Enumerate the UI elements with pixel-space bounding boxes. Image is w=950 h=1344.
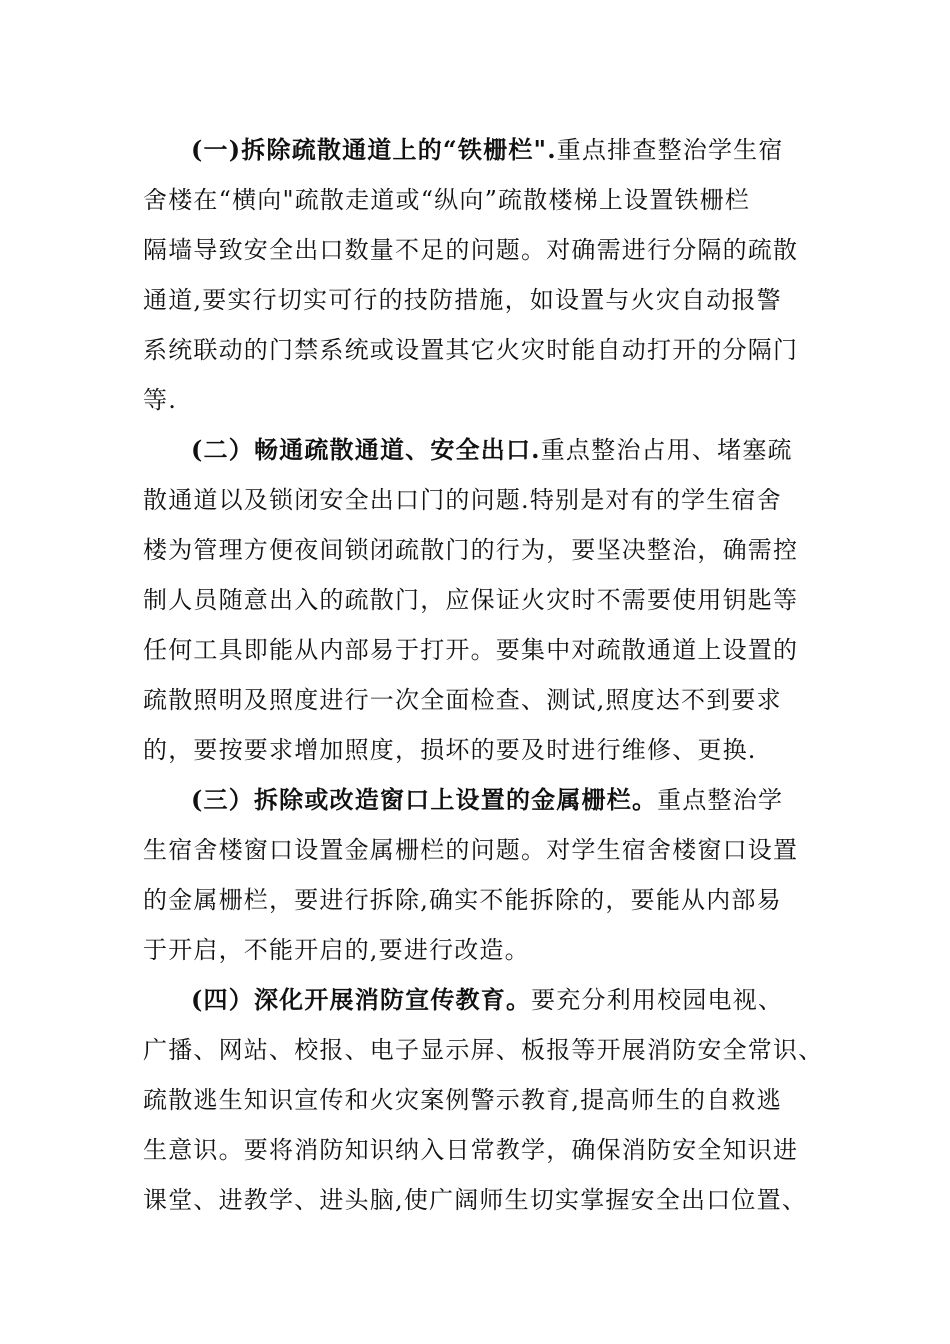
- paragraph-3-heading: (三）拆除或改造窗口上设置的金属栅栏。: [191, 785, 658, 814]
- paragraph-2-line-1: [143, 425, 813, 475]
- paragraph-1-text: 重点排查整治学生宿: [556, 136, 784, 164]
- paragraph-3-line-2: 生宿舍楼窗口设置金属栅栏的问题。对学生宿舍楼窗口设置: [143, 836, 799, 864]
- paragraph-4-text: 要充分利用校园电视、: [531, 986, 784, 1014]
- document-body: [143, 125, 824, 1225]
- paragraph-4-line-1: [143, 975, 813, 1025]
- paragraph-4-line-5: 课堂、进教学、进头脑,使广阔师生切实掌握安全出口位置、: [143, 1186, 808, 1214]
- paragraph-3-text: 重点整治学: [657, 786, 784, 814]
- paragraph-3-line-3: 的金属栅栏，要进行拆除,确实不能拆除的，要能从内部易: [143, 886, 782, 914]
- paragraph-1-line-3: 隔墙导致安全出口数量不足的问题。对确需进行分隔的疏散: [143, 236, 799, 264]
- paragraph-3-line-1: [143, 775, 813, 825]
- paragraph-2-line-3: 楼为管理方便夜间锁闭疏散门的行为，要坚决整治，确需控: [143, 536, 799, 564]
- paragraph-1-line-4: 通道,要实行切实可行的技防措施，如设置与火灾自动报警: [143, 286, 782, 314]
- paragraph-4-line-4: 生意识。要将消防知识纳入日常教学，确保消防安全知识进: [143, 1136, 799, 1164]
- paragraph-2-line-7: 的，要按要求增加照度，损坏的要及时进行维修、更换.: [143, 736, 757, 764]
- paragraph-1-line-5: 系统联动的门禁系统或设置其它火灾时能自动打开的分隔门: [143, 336, 799, 364]
- paragraph-1-line-2: 舍楼在“横向"疏散走道或“纵向”疏散楼梯上设置铁栅栏: [143, 186, 751, 214]
- paragraph-1-heading: (一)拆除疏散通道上的“铁栅栏".: [191, 135, 557, 164]
- paragraph-2-line-4: 制人员随意出入的疏散门，应保证火灾时不需要使用钥匙等: [143, 586, 799, 614]
- paragraph-2-line-6: 疏散照明及照度进行一次全面检查、测试,照度达不到要求: [143, 686, 782, 714]
- paragraph-4-line-3: 疏散逃生知识宣传和火灾案例警示教育,提高师生的自救逃: [143, 1086, 782, 1114]
- paragraph-2-heading: (二）畅通疏散通道、安全出口.: [191, 435, 541, 464]
- paragraph-2-line-2: 散通道以及锁闭安全出口门的问题.特别是对有的学生宿舍: [143, 486, 782, 514]
- paragraph-2-text: 重点整治占用、堵塞疏: [540, 436, 793, 464]
- paragraph-3-line-4: 于开启，不能开启的,要进行改造。: [143, 936, 530, 964]
- paragraph-2-line-5: 任何工具即能从内部易于打开。要集中对疏散通道上设置的: [143, 636, 799, 664]
- paragraph-1-line-6: 等.: [143, 386, 178, 414]
- paragraph-4-line-2: 广播、网站、校报、电子显示屏、板报等开展消防安全常识、: [143, 1036, 824, 1064]
- paragraph-4-heading: (四）深化开展消防宣传教育。: [191, 985, 532, 1014]
- paragraph-1-line-1: [143, 125, 813, 175]
